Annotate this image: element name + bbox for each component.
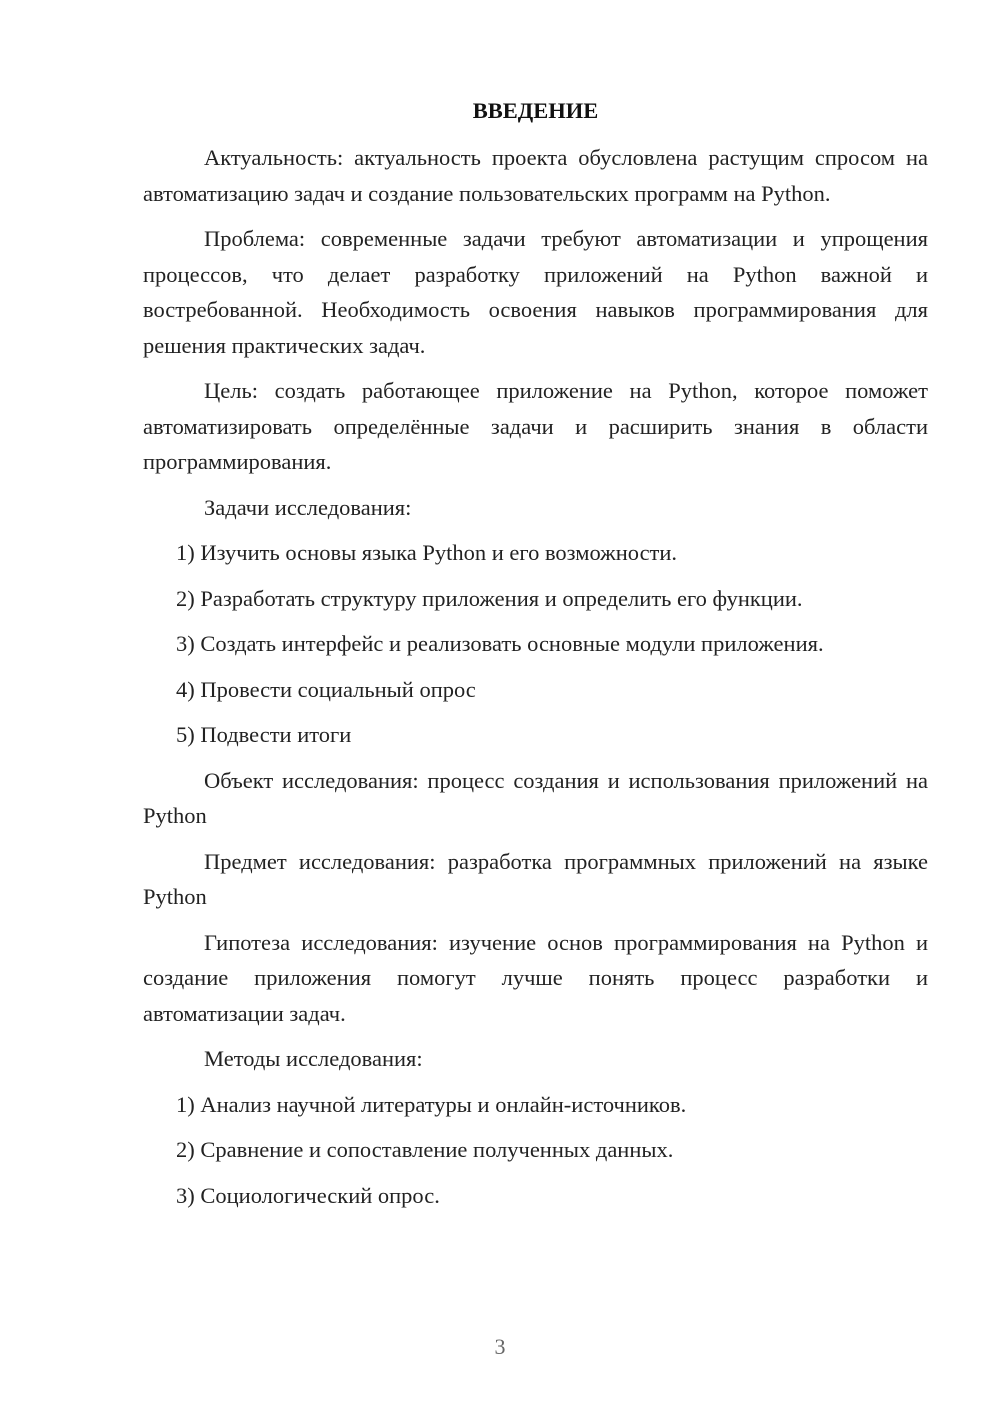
method-item-2: 2) Сравнение и сопоставление полученных данных. xyxy=(176,1137,674,1162)
relevance-paragraph: Актуальность: актуальность проекта обусловлена растущим спросом на автоматизацию задач и создание пользовательских программ на Python. xyxy=(143,145,928,206)
goal-paragraph: Цель: создать работающее приложение на Python, которое поможет автоматизировать определённые задачи и расширить знания в области программирования. xyxy=(143,378,928,474)
task-item-5: 5) Подвести итоги xyxy=(176,722,352,747)
page-content xyxy=(143,96,928,1223)
subject-paragraph: Предмет исследования: разработка программных приложений на языке Python xyxy=(143,848,928,909)
hypothesis-paragraph: Гипотеза исследования: изучение основ программирования на Python и создание приложения помогут лучше понять процесс разработки и автоматизации задач. xyxy=(143,929,928,1026)
tasks-list xyxy=(143,535,928,753)
method-item-3: 3) Социологический опрос. xyxy=(176,1182,440,1208)
methods-list xyxy=(143,1087,928,1214)
methods-heading: Методы исследования: xyxy=(204,1046,423,1071)
method-item-1: 1) Анализ научной литературы и онлайн-источников. xyxy=(176,1091,687,1117)
object-paragraph: Объект исследования: процесс создания и использования приложений на Python xyxy=(143,767,928,828)
task-item-3: 3) Создать интерфейс и реализовать основные модули приложения. xyxy=(176,631,824,656)
tasks-heading: Задачи исследования: xyxy=(204,494,412,520)
task-item-2: 2) Разработать структуру приложения и определить его функции. xyxy=(176,585,803,611)
task-item-4: 4) Провести социальный опрос xyxy=(176,676,476,702)
section-title: ВВЕДЕНИЕ xyxy=(472,98,599,123)
problem-paragraph: Проблема: современные задачи требуют автоматизации и упрощения процессов, что делает разработку приложений на Python важной и востребованной. Необходимость освоения навыков программирования для решения практических задач. xyxy=(143,226,928,358)
task-item-1: 1) Изучить основы языка Python и его возможности. xyxy=(176,540,678,565)
page-number: 3 xyxy=(494,1334,506,1359)
